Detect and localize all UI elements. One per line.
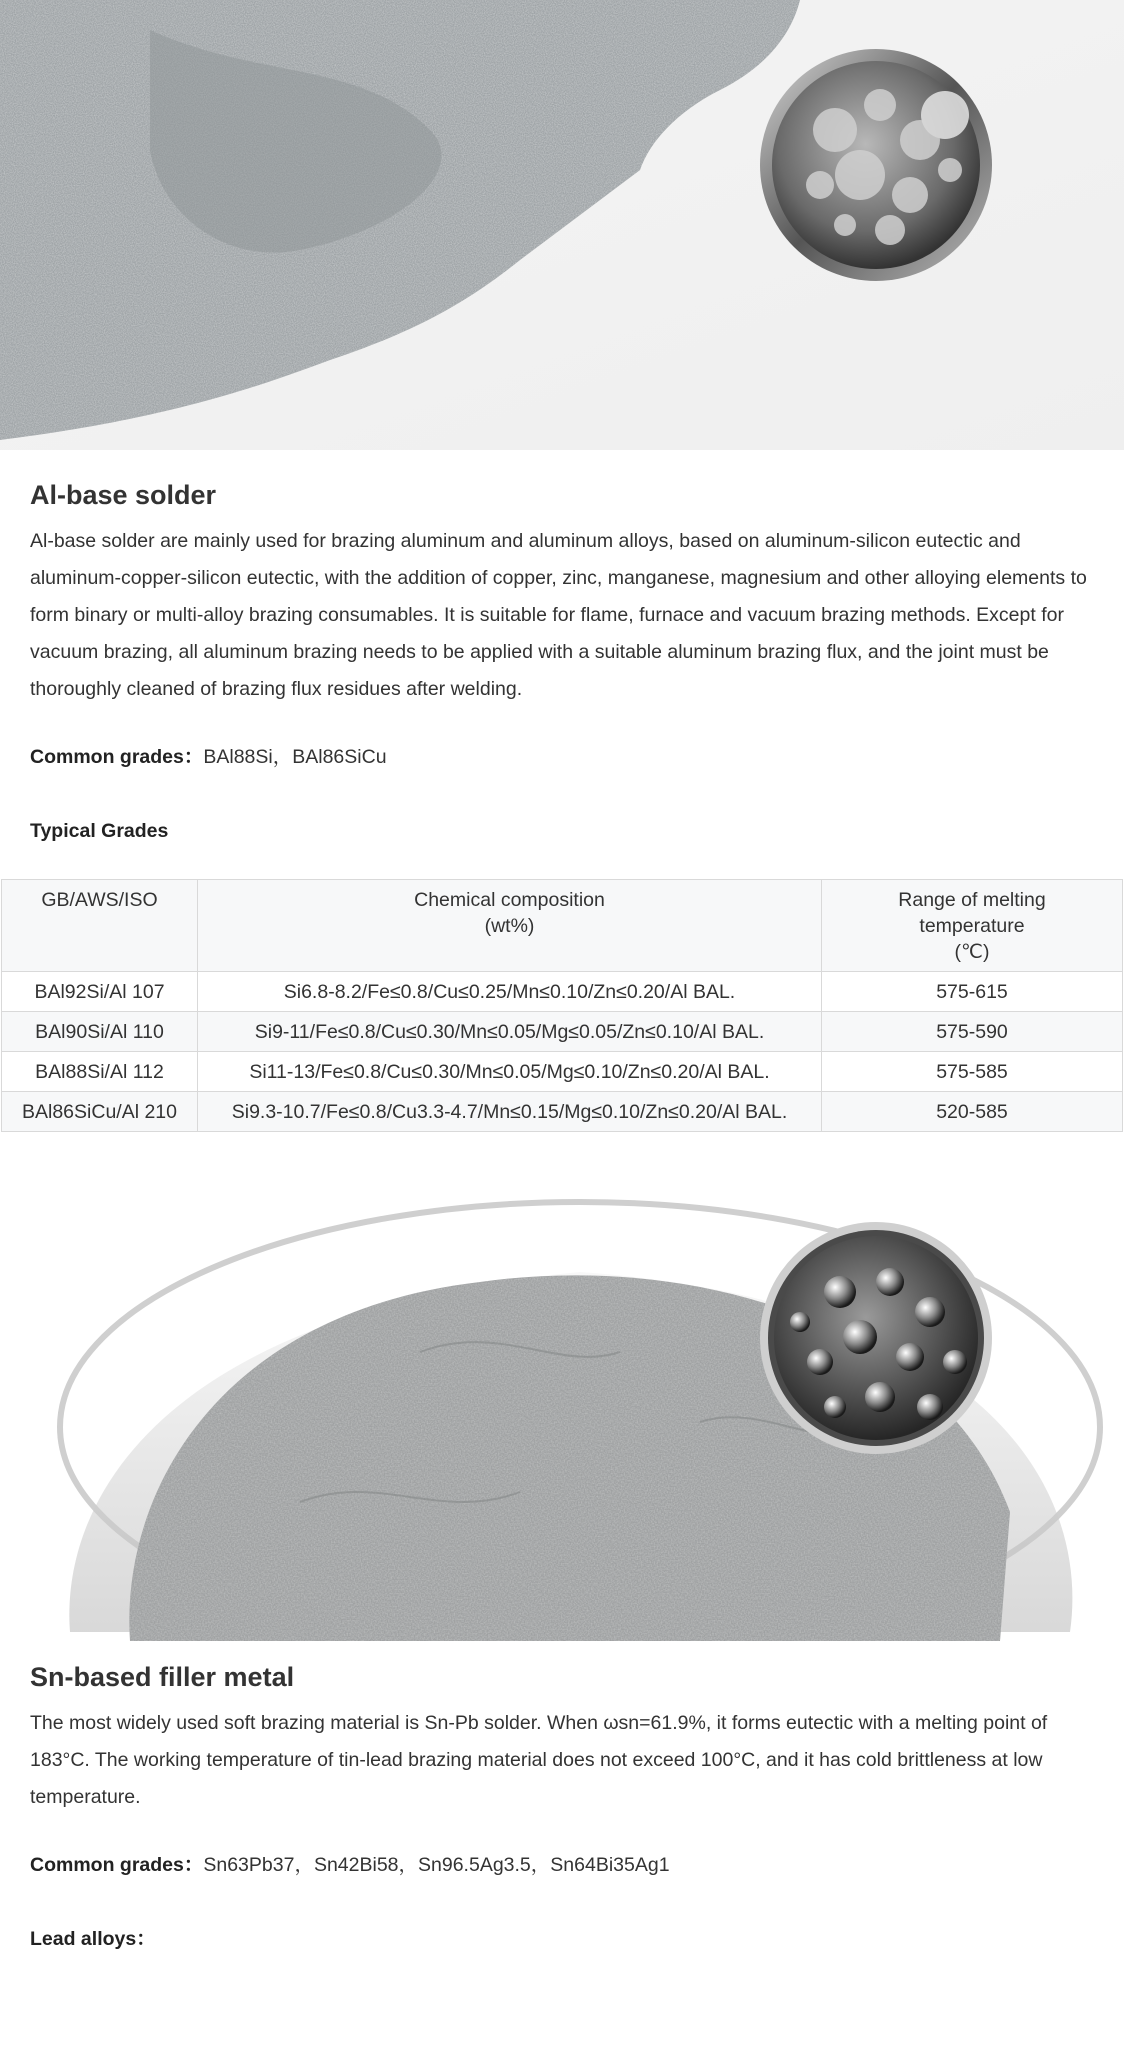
- cell-composition: Si9.3-10.7/Fe≤0.8/Cu3.3-4.7/Mn≤0.15/Mg≤0.10/Zn≤0.20/Al BAL.: [198, 1092, 822, 1132]
- common-grades: [30, 1853, 1094, 1877]
- cell-melting-range: 520-585: [822, 1092, 1123, 1132]
- table-row: [2, 1012, 1123, 1052]
- table-row: [2, 1092, 1123, 1132]
- table-row: [2, 1052, 1123, 1092]
- common-grades-value: BAl88Si，BAl86SiCu: [203, 746, 387, 768]
- sn-based-section: [0, 1661, 1124, 1951]
- sn-powder-image: [0, 1172, 1124, 1641]
- cell-standard: BAl92Si/Al 107: [2, 972, 198, 1012]
- table-header-row: [2, 880, 1123, 972]
- section-title: Al-base solder: [30, 480, 217, 510]
- col-header-composition: Chemical composition (wt%): [198, 880, 822, 972]
- table-row: [2, 972, 1123, 1012]
- section-description: Al-base solder are mainly used for brazing aluminum and aluminum alloys, based on aluminum-silicon eutectic and aluminum-copper-silicon eutectic, with the addition of copper, zinc, manganese, magnesium and other alloying elements to form binary or multi-alloy brazing consumables. It is suitable for flame, furnace and vacuum brazing methods. Except for vacuum brazing, all aluminum brazing needs to be applied with a suitable aluminum brazing flux, and the joint must be thoroughly cleaned of brazing flux residues after welding.: [30, 530, 1087, 700]
- lead-alloys-heading: Lead alloys：: [30, 1928, 156, 1950]
- cell-melting-range: 575-585: [822, 1052, 1123, 1092]
- sn-powder-illustration: [0, 1172, 1124, 1641]
- al-powder-image: [0, 0, 1124, 450]
- section-description: The most widely used soft brazing material is Sn-Pb solder. When ωsn=61.9%, it forms eutectic with a melting point of 183°C. The working temperature of tin-lead brazing material does not exceed 100°C, and it has cold brittleness at low temperature.: [30, 1712, 1048, 1808]
- section-title: Sn-based filler metal: [30, 1662, 295, 1692]
- cell-standard: BAl90Si/Al 110: [2, 1012, 198, 1052]
- common-grades-label: Common grades：: [30, 746, 204, 768]
- cell-standard: BAl86SiCu/Al 210: [2, 1092, 198, 1132]
- grades-table: [1, 879, 1123, 1132]
- cell-composition: Si11-13/Fe≤0.8/Cu≤0.30/Mn≤0.05/Mg≤0.10/Zn≤0.20/Al BAL.: [198, 1052, 822, 1092]
- cell-composition: Si6.8-8.2/Fe≤0.8/Cu≤0.25/Mn≤0.10/Zn≤0.20/Al BAL.: [198, 972, 822, 1012]
- cell-melting-range: 575-590: [822, 1012, 1123, 1052]
- cell-standard: BAl88Si/Al 112: [2, 1052, 198, 1092]
- al-base-section: [0, 479, 1124, 843]
- common-grades: [30, 745, 1094, 769]
- common-grades-label: Common grades：: [30, 1854, 204, 1876]
- common-grades-value: Sn63Pb37，Sn42Bi58，Sn96.5Ag3.5，Sn64Bi35Ag1: [203, 1854, 670, 1876]
- al-powder-illustration: [0, 0, 1124, 450]
- cell-melting-range: 575-615: [822, 972, 1123, 1012]
- cell-composition: Si9-11/Fe≤0.8/Cu≤0.30/Mn≤0.05/Mg≤0.05/Zn≤0.10/Al BAL.: [198, 1012, 822, 1052]
- col-header-melting-range: Range of melting temperature (℃): [822, 880, 1123, 972]
- col-header-standard: GB/AWS/ISO: [2, 880, 198, 972]
- typical-grades-heading: Typical Grades: [30, 820, 169, 842]
